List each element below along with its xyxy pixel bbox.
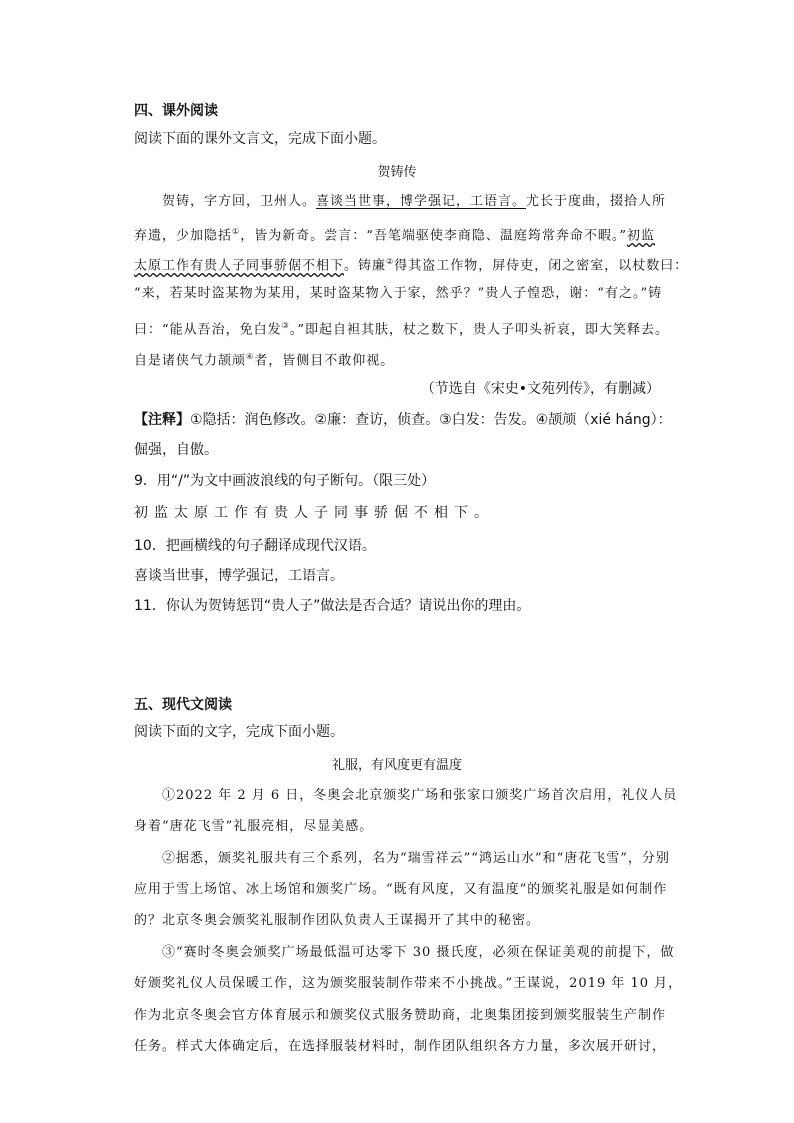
text-run: 。铸廉	[344, 258, 387, 274]
article-line-4: 应用于雪上场馆、冰上场馆和颁奖广场。“既有风度，又有温度”的颁奖礼服是如何制作	[134, 882, 668, 897]
question-10-sentence: 喜谈当世事，博学强记，工语言。	[134, 568, 344, 584]
article-line-3: ②据悉，颁奖礼服共有三个系列，名为“瑞雪祥云”“鸿运山水”和“唐花飞雪”，分别	[162, 851, 670, 866]
question-11: 11．你认为贺铸惩罚“贵人子”做法是否合适？请说出你的理由。	[134, 598, 531, 614]
annotation-text: ①隐括：润色修改。②廉：查访，侦查。③白发：告发。④颉颃（xié háng）：	[190, 412, 672, 428]
question-9-sentence: 初监太原工作有贵人子同事骄倨不相下。	[134, 505, 494, 521]
article-line-1: ①2022 年 2 月 6 日，冬奥会北京颁奖广场和张家口颁奖广场首次启用，礼仪人员	[162, 788, 678, 803]
wavy-underlined-sentence: 太原工作有贵人子同事骄倨不相下	[134, 258, 345, 274]
text-run: 曰：“能从吾治，免白发	[134, 322, 282, 338]
question-9: 9．用“/”为文中画波浪线的句子断句。（限三处）	[134, 473, 436, 489]
section-instruction: 阅读下面的文字，完成下面小题。	[134, 724, 344, 740]
passage-line-2	[134, 222, 655, 246]
article-line-8: 作为北京冬奥会官方体育展示和颁奖仪式服务赞助商，北奥集团接到颁奖服装生产制作	[134, 1008, 667, 1023]
section-heading-extracurricular-reading: 四、课外阅读	[134, 103, 218, 119]
section-heading-modern-reading: 五、现代文阅读	[134, 697, 232, 713]
article-line-2: 身着“唐花飞雪”礼服亮相，尽显美感。	[134, 819, 374, 834]
article-line-9: 任务。样式大体确定后，在选择服装材料时，制作团队组织各方力量，多次展开研讨，	[134, 1039, 667, 1054]
article-line-6: ③“赛时冬奥会颁奖广场最低温可达零下 30 摄氏度，必须在保证美观的前提下，做	[162, 945, 675, 960]
passage-line-4: “来，若某时盗某物为某用，某时盗某物入于家，然乎？”贵人子惶恐，谢：“有之。”铸	[134, 286, 663, 301]
text-run: 自是诸侠气力颉颃	[134, 353, 247, 369]
passage-line-3	[134, 252, 688, 276]
annotation-label: 【注释】	[134, 412, 190, 428]
section-instruction: 阅读下面的课外文言文，完成下面小题。	[134, 131, 386, 147]
article-line-7: 好颁奖礼仪人员保暖工作，这为颁奖服装制作带来不小挑战。”王谋说，2019 年 10 月，	[134, 976, 683, 991]
text-run: 。”即起自袒其肤，杖之数下，贵人子叩头祈哀，即大笑释去。	[289, 322, 669, 338]
text-run: 贺铸，字方回，卫州人。	[162, 194, 317, 209]
passage-title: 贺铸传	[377, 165, 417, 180]
source-citation: （节选自《宋史•文苑列传》，有删减）	[420, 381, 660, 397]
passage-line-5	[134, 316, 669, 340]
text-run: 得其盗工作物，屏侍吏，闭之密室，以杖数曰：	[394, 258, 689, 274]
annotation-line-2: 倔强，自傲。	[134, 442, 218, 458]
footnote-marker: ①	[232, 227, 241, 236]
underlined-sentence: 喜谈当世事，博学强记，工语言。	[316, 194, 527, 209]
text-run: 弃遗，少加隐括	[134, 228, 233, 244]
text-run: 者，皆侧目不敢仰视。	[254, 353, 395, 369]
article-title: 礼服，有风度更有温度	[331, 758, 462, 773]
question-10: 10．把画横线的句子翻译成现代汉语。	[134, 538, 376, 554]
footnote-marker: ②	[386, 257, 395, 266]
text-run: ，皆为新奇。尝言：“吾笔端驱使李商隐、温庭筠常奔命不暇。”	[240, 228, 627, 244]
article-line-5: 的？北京冬奥会颁奖礼服制作团队负责人王谋揭开了其中的秘密。	[134, 913, 541, 928]
passage-line-6	[134, 347, 394, 371]
footnote-marker: ④	[246, 352, 255, 361]
text-run: 尤长于度曲，掇拾人所	[526, 194, 667, 209]
passage-line-1	[162, 192, 666, 212]
footnote-marker: ③	[281, 321, 290, 330]
wavy-underlined-text: 初监	[626, 228, 655, 244]
annotation-line-1	[134, 410, 672, 430]
